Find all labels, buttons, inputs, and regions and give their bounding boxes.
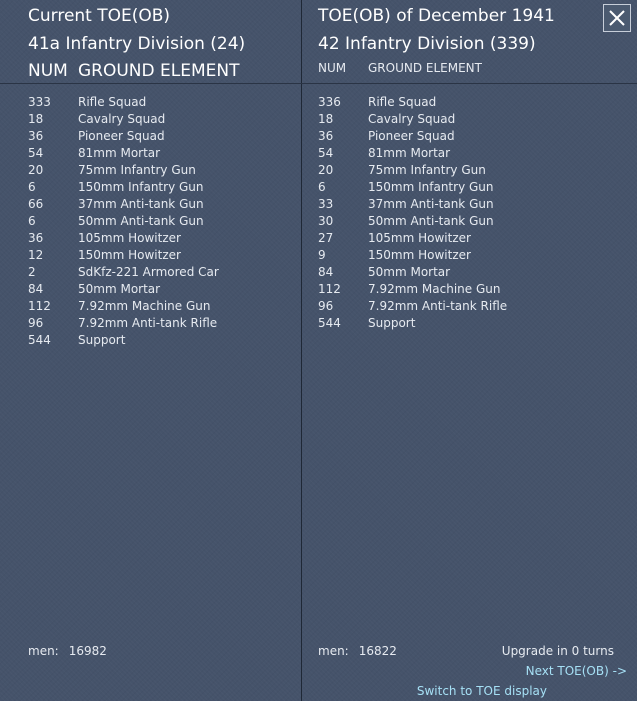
num-column-header: NUM — [28, 61, 68, 81]
element-count: 84 — [318, 265, 334, 279]
element-count: 544 — [28, 333, 51, 347]
men-value: 16982 — [68, 644, 107, 658]
element-count: 20 — [318, 163, 334, 177]
element-name: 150mm Howitzer — [368, 248, 471, 262]
element-name: 150mm Howitzer — [78, 248, 181, 262]
element-count: 2 — [28, 265, 36, 279]
element-name: 7.92mm Machine Gun — [78, 299, 211, 313]
element-count: 36 — [28, 231, 44, 245]
upgrade-status: Upgrade in 0 turns — [501, 644, 614, 658]
element-count: 12 — [28, 248, 44, 262]
element-name: 50mm Mortar — [78, 282, 161, 296]
element-name: Pioneer Squad — [368, 129, 455, 143]
element-count: 66 — [28, 197, 44, 211]
current-men-total — [28, 644, 107, 658]
element-count: 96 — [318, 299, 334, 313]
close-button[interactable] — [603, 4, 631, 32]
close-icon — [604, 5, 630, 31]
element-name: Cavalry Squad — [78, 112, 166, 126]
current-unit-name: 41a Infantry Division (24) — [28, 34, 246, 54]
element-count: 544 — [318, 316, 341, 330]
element-count: 33 — [318, 197, 334, 211]
element-count: 54 — [318, 146, 334, 160]
element-count: 333 — [28, 95, 51, 109]
element-count: 27 — [318, 231, 334, 245]
element-name: 50mm Anti-tank Gun — [368, 214, 494, 228]
next-toe-link[interactable]: Next TOE(OB) -> — [525, 664, 627, 678]
element-name: 75mm Infantry Gun — [78, 163, 196, 177]
element-count: 36 — [318, 129, 334, 143]
element-count: 54 — [28, 146, 44, 160]
element-count: 6 — [28, 180, 36, 194]
element-name: Rifle Squad — [368, 95, 437, 109]
target-unit-name: 42 Infantry Division (339) — [318, 34, 536, 54]
element-count: 112 — [318, 282, 341, 296]
element-name: 7.92mm Anti-tank Rifle — [78, 316, 218, 330]
element-count: 6 — [318, 180, 326, 194]
target-toe-title: TOE(OB) of December 1941 — [318, 6, 555, 26]
element-count: 18 — [28, 112, 44, 126]
ground-element-column-header: GROUND ELEMENT — [78, 61, 240, 81]
element-name: 50mm Mortar — [368, 265, 451, 279]
current-toe-title: Current TOE(OB) — [28, 6, 171, 26]
element-name: 105mm Howitzer — [368, 231, 471, 245]
element-name: 81mm Mortar — [368, 146, 451, 160]
element-count: 96 — [28, 316, 44, 330]
element-count: 112 — [28, 299, 51, 313]
element-count: 20 — [28, 163, 44, 177]
target-toe-panel — [302, 0, 637, 701]
target-men-total — [318, 644, 397, 658]
element-count: 6 — [28, 214, 36, 228]
element-count: 18 — [318, 112, 334, 126]
men-value: 16822 — [358, 644, 397, 658]
element-name: 105mm Howitzer — [78, 231, 181, 245]
element-name: 7.92mm Anti-tank Rifle — [368, 299, 508, 313]
current-toe-panel — [0, 0, 301, 701]
element-name: 75mm Infantry Gun — [368, 163, 486, 177]
element-name: 81mm Mortar — [78, 146, 161, 160]
element-name: SdKfz-221 Armored Car — [78, 265, 219, 279]
element-name: 37mm Anti-tank Gun — [368, 197, 494, 211]
element-name: 50mm Anti-tank Gun — [78, 214, 204, 228]
element-name: 7.92mm Machine Gun — [368, 282, 501, 296]
element-name: Rifle Squad — [78, 95, 147, 109]
element-count: 36 — [28, 129, 44, 143]
element-name: Pioneer Squad — [78, 129, 165, 143]
element-name: Cavalry Squad — [368, 112, 456, 126]
element-name: 150mm Infantry Gun — [78, 180, 204, 194]
men-label: men: — [318, 644, 349, 658]
num-column-header: NUM — [318, 61, 347, 75]
element-name: 150mm Infantry Gun — [368, 180, 494, 194]
ground-element-column-header: GROUND ELEMENT — [368, 61, 482, 75]
element-name: 37mm Anti-tank Gun — [78, 197, 204, 211]
switch-to-toe-display-link[interactable]: Switch to TOE display — [416, 684, 547, 698]
element-name: Support — [78, 333, 126, 347]
element-name: Support — [368, 316, 416, 330]
element-count: 84 — [28, 282, 44, 296]
element-count: 336 — [318, 95, 341, 109]
element-count: 9 — [318, 248, 326, 262]
element-count: 30 — [318, 214, 334, 228]
men-label: men: — [28, 644, 59, 658]
